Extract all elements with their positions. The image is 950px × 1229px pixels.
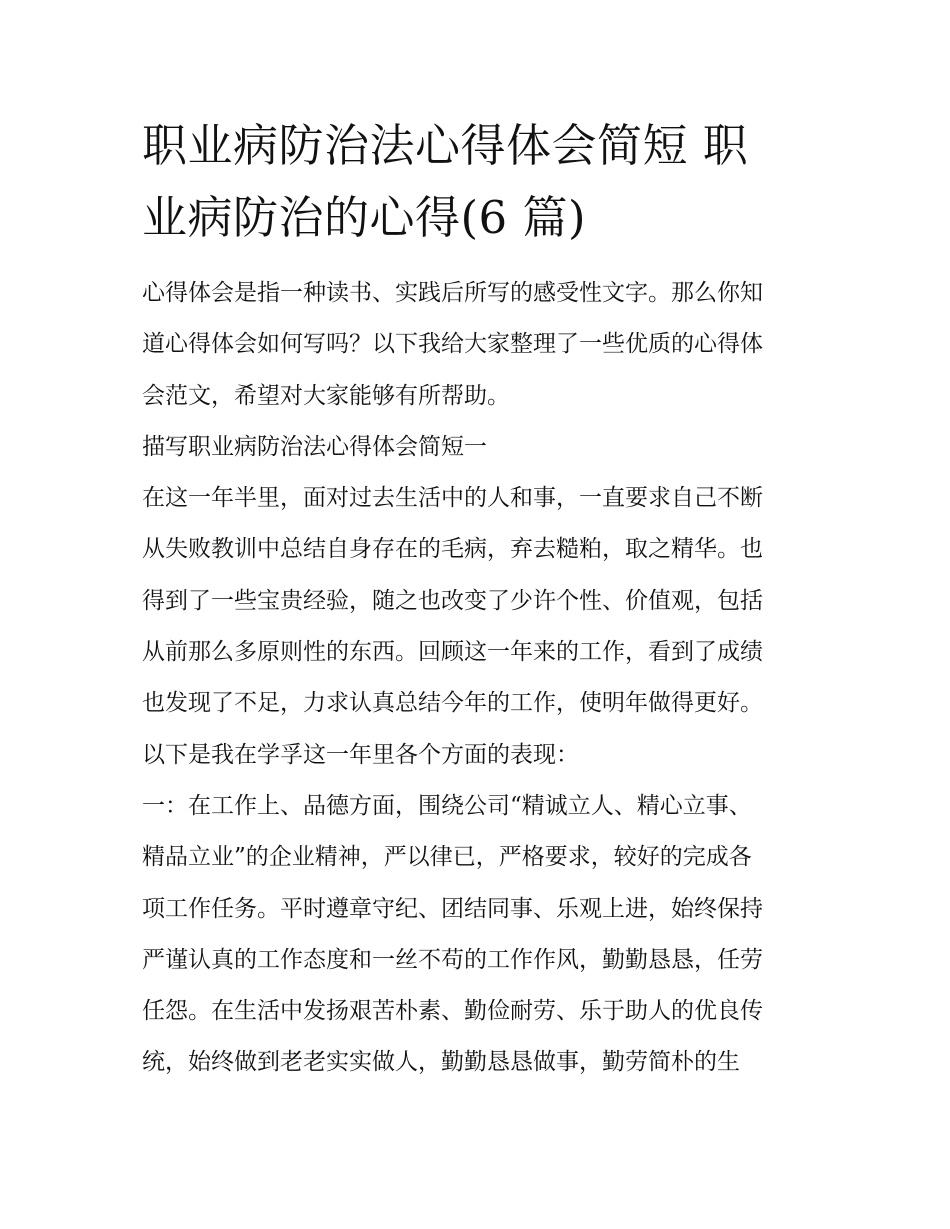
paragraph-line: 任怨。在生活中发扬艰苦朴素、勤俭耐劳、乐于助人的优良传 [142, 998, 763, 1025]
paragraph-line: 项工作任务。平时遵章守纪、团结同事、乐观上进，始终保持 [142, 895, 763, 922]
paragraph-line: 从前那么多原则性的东西。回顾这一年来的工作，看到了成绩 [142, 639, 763, 666]
paragraph-line: 以下是我在学孚这一年里各个方面的表现： [142, 741, 579, 768]
document-page [142, 110, 814, 1089]
paragraph-line: 在这一年半里，面对过去生活中的人和事，一直要求自己不断 [142, 485, 763, 512]
paragraph-line: 严谨认真的工作态度和一丝不苟的工作作风，勤勤恳恳，任劳 [142, 946, 763, 973]
paragraph-line: 也发现了不足，力求认真总结今年的工作，使明年做得更好。 [142, 690, 763, 717]
intro-paragraph-line: 会范文，希望对大家能够有所帮助。 [142, 382, 510, 409]
document-title [142, 110, 814, 254]
paragraph-line: 统，始终做到老老实实做人，勤勤恳恳做事，勤劳简朴的生 [142, 1049, 740, 1076]
paragraph-line: 一：在工作上、品德方面，围绕公司“精诚立人、精心立事、 [142, 792, 752, 819]
intro-paragraph-line: 心得体会是指一种读书、实践后所写的感受性文字。那么你知 [142, 280, 763, 306]
paragraph-line: 精品立业”的企业精神，严以律已，严格要求，较好的完成各 [142, 844, 752, 871]
document-body [142, 268, 814, 1089]
paragraph-line: 从失败教训中总结自身存在的毛病，弃去糙粕，取之精华。也 [142, 536, 763, 563]
section-heading: 描写职业病防治法心得体会简短一 [142, 433, 487, 460]
intro-paragraph-line: 道心得体会如何写吗？以下我给大家整理了一些优质的心得体 [142, 331, 763, 358]
paragraph-line: 得到了一些宝贵经验，随之也改变了少许个性、价值观，包括 [142, 587, 763, 614]
title-line: 业病防治的心得(6 篇) [142, 191, 587, 244]
title-line: 职业病防治法心得体会简短 职 [142, 119, 749, 172]
